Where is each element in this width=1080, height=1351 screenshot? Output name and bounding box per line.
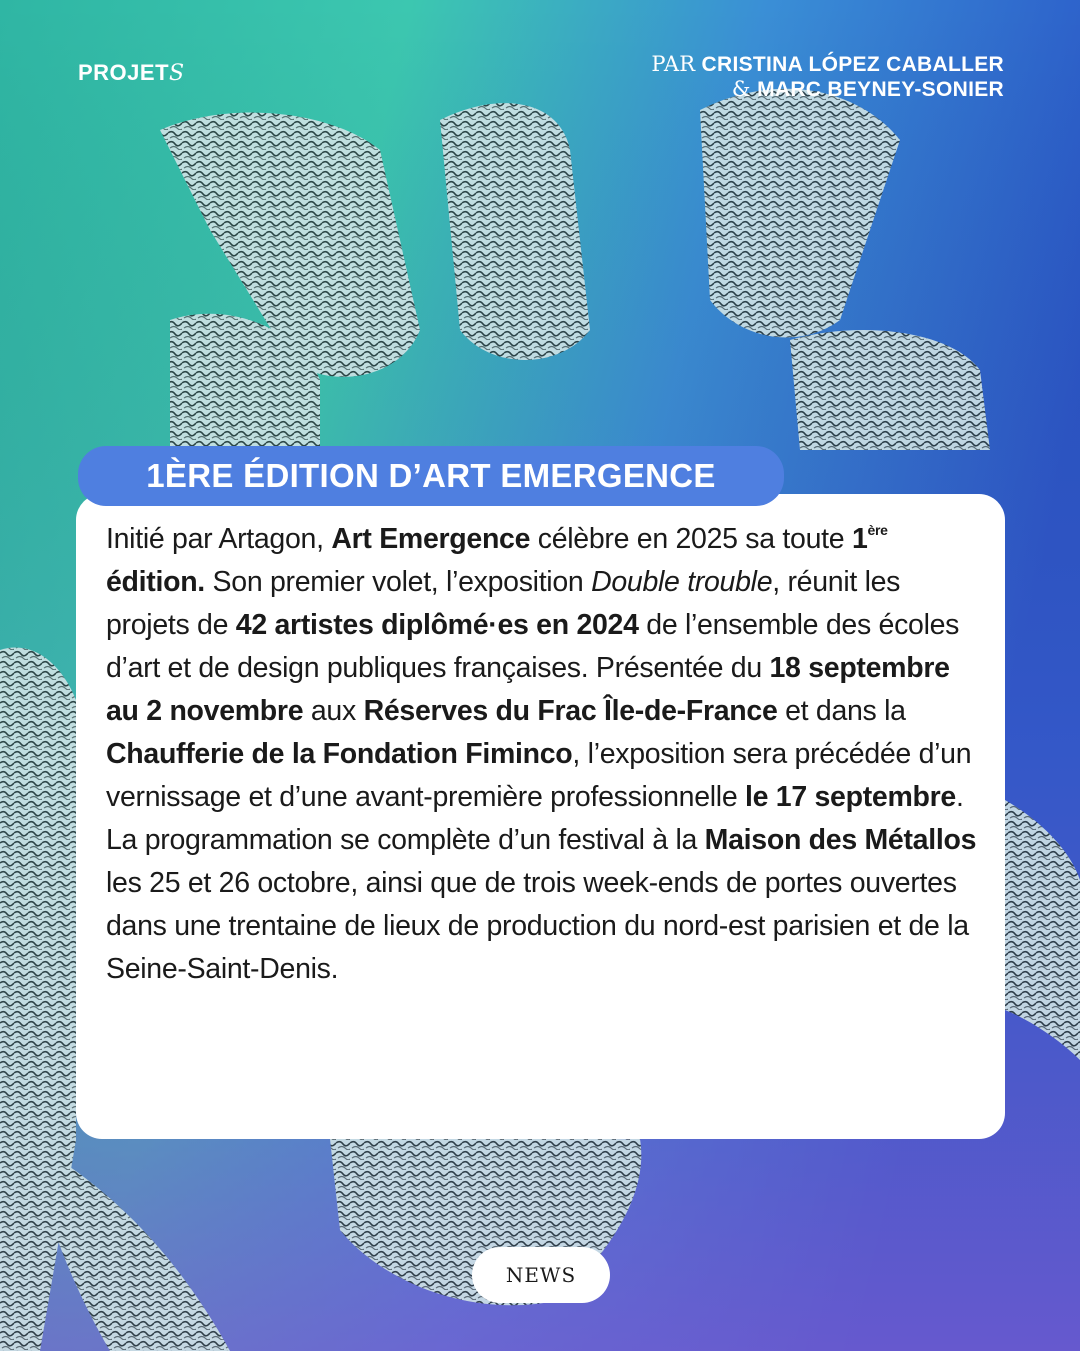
body-text-6: aux <box>303 695 364 727</box>
body-text-1: Initié par Artagon, <box>106 523 332 555</box>
body-text-3: Son premier volet, l’exposition <box>204 566 592 598</box>
body-bold-8: le 17 septembre <box>745 781 956 813</box>
body-bold-6: Réserves du Frac Île-de-France <box>363 695 778 727</box>
author-line-1-name: CRISTINA LÓPEZ CABALLER <box>701 53 1004 76</box>
author-line-2-name: MARC BEYNEY-SONIER <box>757 78 1004 101</box>
section-label <box>78 60 185 86</box>
body-bold-7: Chaufferie de la Fondation Fiminco <box>106 738 573 770</box>
section-label-text: PROJET <box>78 60 170 85</box>
section-label-suffix: S <box>169 61 185 86</box>
author-line-1 <box>651 52 1004 77</box>
body-sup: ère <box>867 522 888 538</box>
body-text-7: et dans la <box>777 695 906 727</box>
body-bold-2b: édition. <box>106 566 205 598</box>
body-bold-9: Maison des Métallos <box>704 824 977 856</box>
author-credits <box>651 52 1004 102</box>
body-italic: Double trouble <box>591 566 773 598</box>
body-bold-2: 1 <box>851 523 868 555</box>
article-title-tag: 1ÈRE ÉDITION D’ART EMERGENCE <box>78 446 784 506</box>
body-text-9: . La programmation se complète d’un festival à la <box>106 781 964 856</box>
body-text-5: de l’ensemble des écoles d’art et de design publiques françaises. Présentée du <box>106 609 960 684</box>
author-line-1-prefix: PAR <box>651 52 696 76</box>
article-body <box>106 518 985 991</box>
body-text-4: , réunit les projets de <box>106 566 901 641</box>
body-text-2: célèbre en 2025 sa toute <box>530 523 852 555</box>
body-bold-4: 42 artistes diplômé·es en 2024 <box>235 609 639 641</box>
article-card <box>76 494 1005 1139</box>
body-text-10: les 25 et 26 octobre, ainsi que de trois week-ends de portes ouvertes dans une trentaine de lieux de production du nord-est parisien et de la Seine-Saint-Denis. <box>106 867 969 985</box>
author-line-2-prefix: & <box>731 77 751 101</box>
author-line-2 <box>651 77 1004 102</box>
news-badge: NEWS <box>472 1247 610 1303</box>
body-bold-5: 18 septembre au 2 novembre <box>106 652 950 727</box>
body-text-8: , l’exposition sera précédée d’un vernissage et d’une avant-première professionnelle <box>106 738 972 813</box>
body-bold-1: Art Emergence <box>331 523 531 555</box>
